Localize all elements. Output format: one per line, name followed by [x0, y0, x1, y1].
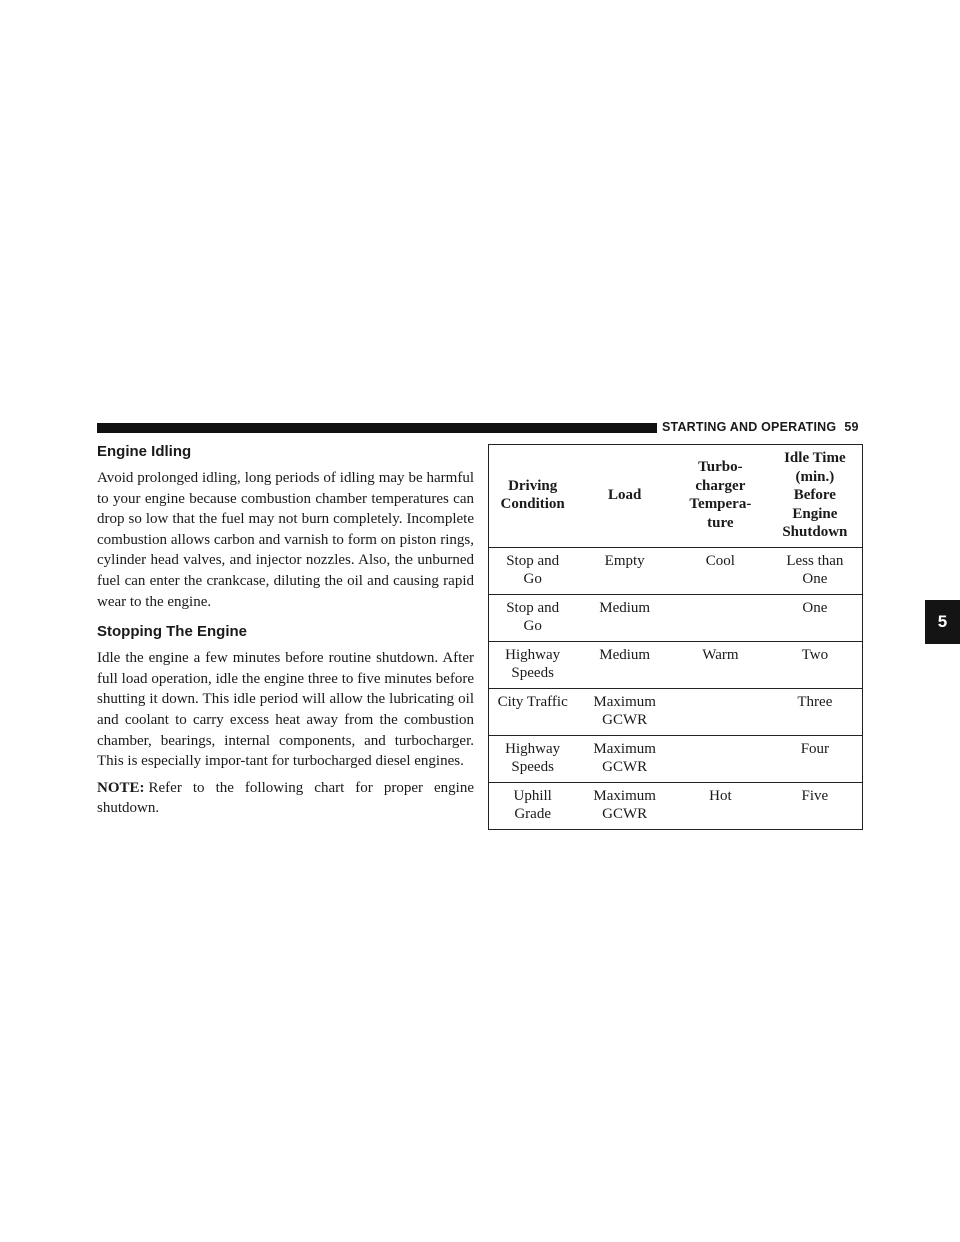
table-row — [489, 735, 863, 782]
cell-driving-condition: Highway Speeds — [489, 735, 577, 782]
cell-driving-condition: Uphill Grade — [489, 782, 577, 829]
chapter-tab[interactable]: 5 — [925, 600, 960, 644]
cell-turbo-temperature — [673, 594, 768, 641]
header-driving-condition: Driving Condition — [489, 445, 577, 548]
cell-load: Maximum GCWR — [576, 735, 673, 782]
header-turbo-temperature: Turbo- charger Tempera- ture — [673, 445, 768, 548]
table-header-row — [489, 445, 863, 548]
header-load: Load — [576, 445, 673, 548]
note-text: Refer to the following chart for proper engine shutdown. — [97, 779, 474, 817]
cell-idle-time: Four — [768, 735, 863, 782]
header-rule — [97, 423, 657, 433]
cell-turbo-temperature: Cool — [673, 547, 768, 594]
cell-turbo-temperature — [673, 735, 768, 782]
engine-idle-time-table — [488, 444, 863, 830]
cell-idle-time: Five — [768, 782, 863, 829]
table-row — [489, 547, 863, 594]
cell-turbo-temperature: Warm — [673, 641, 768, 688]
note-label: NOTE: — [97, 779, 145, 796]
cell-driving-condition: Stop and Go — [489, 594, 577, 641]
cell-turbo-temperature — [673, 688, 768, 735]
cell-driving-condition: City Traffic — [489, 688, 577, 735]
table-row — [489, 641, 863, 688]
cell-idle-time: Three — [768, 688, 863, 735]
cell-turbo-temperature: Hot — [673, 782, 768, 829]
stopping-engine-heading: Stopping The Engine — [97, 623, 247, 641]
table-row — [489, 594, 863, 641]
section-title: STARTING AND OPERATING — [662, 420, 837, 434]
table-row — [489, 688, 863, 735]
engine-idling-body: Avoid prolonged idling, long periods of idling may be harmful to your engine because combustion chamber temperatures can drop so low that the fuel may not burn completely. Incomplete combustion allows carbon and varnish to form on piston rings, cylinder head valves, and injector nozzles. Also, the unburned fuel can enter the crankcase, diluting the oil and causing rapid wear to the engine. — [97, 470, 474, 610]
cell-load: Maximum GCWR — [576, 782, 673, 829]
cell-idle-time: Two — [768, 641, 863, 688]
note-paragraph — [97, 778, 474, 819]
cell-load: Maximum GCWR — [576, 688, 673, 735]
running-header — [662, 418, 862, 436]
cell-load: Medium — [576, 594, 673, 641]
table-row — [489, 782, 863, 829]
header-idle-time: Idle Time (min.) Before Engine Shutdown — [768, 445, 863, 548]
cell-driving-condition: Stop and Go — [489, 547, 577, 594]
cell-idle-time: One — [768, 594, 863, 641]
cell-idle-time: Less than One — [768, 547, 863, 594]
stopping-engine-body: Idle the engine a few minutes before routine shutdown. After full load operation, idle the engine three to five minutes before shutting it down. This idle period will allow the lubricating oil and coolant to carry excess heat away from the combustion chamber, bearings, internal components, and turbocharger. This is especially impor-tant for turbocharged diesel engines. — [97, 650, 474, 770]
cell-load: Medium — [576, 641, 673, 688]
text-column — [97, 442, 474, 825]
engine-idling-heading: Engine Idling — [97, 443, 192, 460]
page-number: 59 — [844, 420, 859, 434]
cell-driving-condition: Highway Speeds — [489, 641, 577, 688]
cell-load: Empty — [576, 547, 673, 594]
